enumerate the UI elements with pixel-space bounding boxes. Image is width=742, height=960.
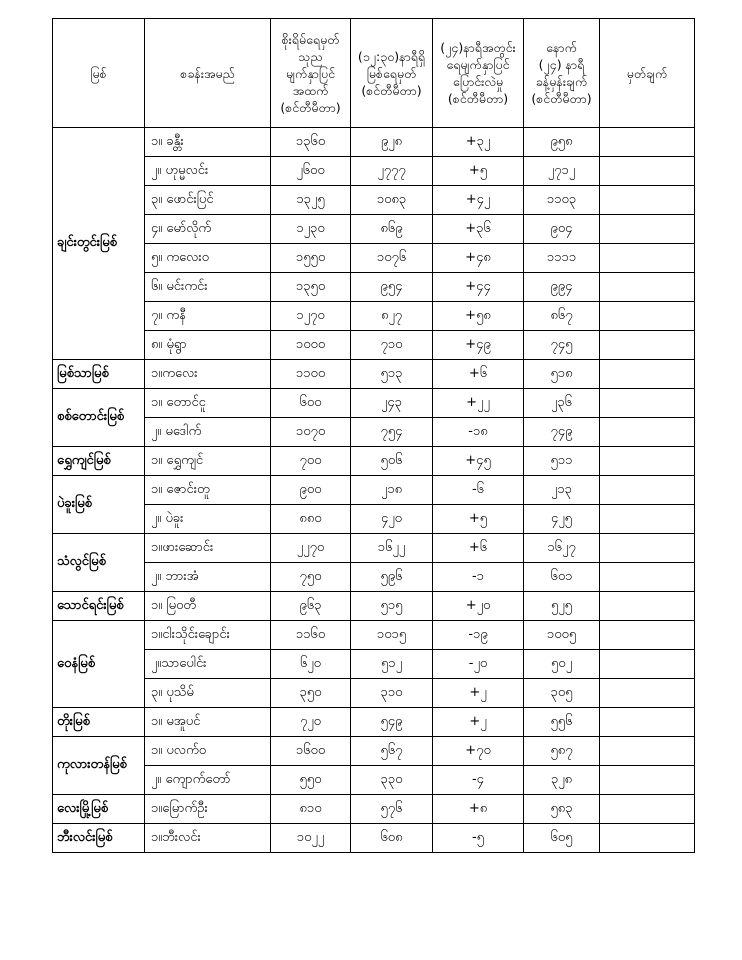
table-row bbox=[53, 621, 695, 650]
change-cell: +၂ bbox=[433, 679, 524, 708]
current-level-cell: ၅၇၆ bbox=[351, 795, 433, 824]
current-level-cell: ၅၆၇ bbox=[351, 737, 433, 766]
station-cell: ၂။ ပဲခူး bbox=[145, 505, 271, 534]
change-cell: +၄၈ bbox=[433, 244, 524, 273]
river-name-cell: သံလွင်မြစ် bbox=[53, 534, 145, 592]
change-cell: +၈ bbox=[433, 795, 524, 824]
forecast-cell: ၁၁၁၁ bbox=[524, 244, 600, 273]
table-row bbox=[53, 244, 695, 273]
change-cell: -၁၈ bbox=[433, 418, 524, 447]
station-cell: ၁။ ရွှေကျင် bbox=[145, 447, 271, 476]
danger-level-cell: ၁၀၇၀ bbox=[271, 418, 351, 447]
current-level-cell: ၈၆၉ bbox=[351, 215, 433, 244]
remark-cell bbox=[600, 157, 695, 186]
remark-cell bbox=[600, 563, 695, 592]
change-cell: +၅ bbox=[433, 505, 524, 534]
header-danger-level: စိုးရိမ်ရေမှတ် သုညမျက်နှာပြင် အထက် (စင်တီမီတာ) bbox=[271, 19, 351, 128]
current-level-cell: ၇၁၀ bbox=[351, 331, 433, 360]
table-row bbox=[53, 563, 695, 592]
remark-cell bbox=[600, 592, 695, 621]
remark-cell bbox=[600, 650, 695, 679]
danger-level-cell: ၁၃၆၀ bbox=[271, 128, 351, 157]
river-name-cell: စစ်တောင်းမြစ် bbox=[53, 389, 145, 447]
station-cell: ၃။ ပုသိမ် bbox=[145, 679, 271, 708]
forecast-cell: ၄၂၅ bbox=[524, 505, 600, 534]
table-row bbox=[53, 679, 695, 708]
danger-level-cell: ၁၃၂၅ bbox=[271, 186, 351, 215]
station-cell: ၁။ဘီးလင်း bbox=[145, 824, 271, 853]
change-cell: +၅၈ bbox=[433, 302, 524, 331]
table-row bbox=[53, 186, 695, 215]
table-row bbox=[53, 447, 695, 476]
change-cell: -၂၀ bbox=[433, 650, 524, 679]
station-cell: ၁။ ခန္တီး bbox=[145, 128, 271, 157]
forecast-cell: ၅၂၅ bbox=[524, 592, 600, 621]
remark-cell bbox=[600, 766, 695, 795]
forecast-cell: ၆၀၁ bbox=[524, 563, 600, 592]
remark-cell bbox=[600, 476, 695, 505]
station-cell: ၂။သာပေါင်း bbox=[145, 650, 271, 679]
station-cell: ၁။ ဇောင်းတူ bbox=[145, 476, 271, 505]
danger-level-cell: ၁၂၃၀ bbox=[271, 215, 351, 244]
river-name-cell: ဘီးလင်းမြစ် bbox=[53, 824, 145, 853]
river-name-cell: မြစ်သာမြစ် bbox=[53, 360, 145, 389]
table-row bbox=[53, 824, 695, 853]
station-cell: ၁။ မြဝတီ bbox=[145, 592, 271, 621]
remark-cell bbox=[600, 824, 695, 853]
forecast-cell: ၆၀၅ bbox=[524, 824, 600, 853]
danger-level-cell: ၈၁၀ bbox=[271, 795, 351, 824]
river-name-cell: တိုးမြစ် bbox=[53, 708, 145, 737]
forecast-cell: ၉၀၄ bbox=[524, 215, 600, 244]
table-row bbox=[53, 795, 695, 824]
river-name-cell: သောင်ရင်းမြစ် bbox=[53, 592, 145, 621]
river-water-level-table bbox=[52, 18, 695, 853]
station-cell: ၂။ မဒေါက် bbox=[145, 418, 271, 447]
current-level-cell: ၂၇၇၇ bbox=[351, 157, 433, 186]
header-current-level: (၁၂:၃၀)နာရီရှိ မြစ်ရေမှတ် (စင်တီမီတာ) bbox=[351, 19, 433, 128]
danger-level-cell: ၇၂၀ bbox=[271, 708, 351, 737]
table-header bbox=[53, 19, 695, 128]
forecast-cell: ၅၀၂ bbox=[524, 650, 600, 679]
river-name-cell: ချင်းတွင်းမြစ် bbox=[53, 128, 145, 360]
forecast-cell: ၂၁၃ bbox=[524, 476, 600, 505]
danger-level-cell: ၇၅၀ bbox=[271, 563, 351, 592]
header-river: မြစ် bbox=[53, 19, 145, 128]
current-level-cell: ၁၀၇၆ bbox=[351, 244, 433, 273]
danger-level-cell: ၈၈၀ bbox=[271, 505, 351, 534]
remark-cell bbox=[600, 273, 695, 302]
table-row bbox=[53, 708, 695, 737]
remark-cell bbox=[600, 708, 695, 737]
station-cell: ၁။ကလေး bbox=[145, 360, 271, 389]
table-row bbox=[53, 273, 695, 302]
change-cell: -၅ bbox=[433, 824, 524, 853]
river-name-cell: ဝေနံမြစ် bbox=[53, 621, 145, 708]
change-cell: +၆ bbox=[433, 360, 524, 389]
remark-cell bbox=[600, 244, 695, 273]
station-cell: ၈။ မုံရွာ bbox=[145, 331, 271, 360]
change-cell: +၄၄ bbox=[433, 273, 524, 302]
table-row bbox=[53, 534, 695, 563]
table-row bbox=[53, 331, 695, 360]
danger-level-cell: ၃၅၀ bbox=[271, 679, 351, 708]
remark-cell bbox=[600, 418, 695, 447]
current-level-cell: ၁၀၈၃ bbox=[351, 186, 433, 215]
danger-level-cell: ၂၂၇၀ bbox=[271, 534, 351, 563]
forecast-cell: ၅၁၈ bbox=[524, 360, 600, 389]
remark-cell bbox=[600, 186, 695, 215]
current-level-cell: ၅၁၂ bbox=[351, 650, 433, 679]
remark-cell bbox=[600, 331, 695, 360]
change-cell: +၇၀ bbox=[433, 737, 524, 766]
change-cell: +၄၅ bbox=[433, 447, 524, 476]
current-level-cell: ၁၀၁၅ bbox=[351, 621, 433, 650]
remark-cell bbox=[600, 360, 695, 389]
current-level-cell: ၉၅၄ bbox=[351, 273, 433, 302]
table-row bbox=[53, 418, 695, 447]
change-cell: -၁ bbox=[433, 563, 524, 592]
danger-level-cell: ၁၃၅၀ bbox=[271, 273, 351, 302]
header-24h-change: (၂၄)နာရီအတွင်း ရေမျက်နှာပြင် ပြောင်းလဲမှု (စင်တီမီတာ) bbox=[433, 19, 524, 128]
remark-cell bbox=[600, 505, 695, 534]
change-cell: +၂ bbox=[433, 708, 524, 737]
forecast-cell: ၈၆၇ bbox=[524, 302, 600, 331]
forecast-cell: ၅၅၆ bbox=[524, 708, 600, 737]
table-row bbox=[53, 766, 695, 795]
danger-level-cell: ၉၆၃ bbox=[271, 592, 351, 621]
forecast-cell: ၂၃၆ bbox=[524, 389, 600, 418]
station-cell: ၁။ဖားဆောင်း bbox=[145, 534, 271, 563]
danger-level-cell: ၁၆၀၀ bbox=[271, 737, 351, 766]
station-cell: ၂။ ဟုမ္မလင်း bbox=[145, 157, 271, 186]
change-cell: +၆ bbox=[433, 534, 524, 563]
current-level-cell: ၃၃၀ bbox=[351, 766, 433, 795]
forecast-cell: ၅၈၇ bbox=[524, 737, 600, 766]
forecast-cell: ၅၈၃ bbox=[524, 795, 600, 824]
river-name-cell: ရွှေကျင်မြစ် bbox=[53, 447, 145, 476]
danger-level-cell: ၂၆၀၀ bbox=[271, 157, 351, 186]
current-level-cell: ၅၁၅ bbox=[351, 592, 433, 621]
current-level-cell: ၂၄၃ bbox=[351, 389, 433, 418]
river-name-cell: ပဲခူးမြစ် bbox=[53, 476, 145, 534]
forecast-cell: ၅၁၁ bbox=[524, 447, 600, 476]
header-remark: မှတ်ချက် bbox=[600, 19, 695, 128]
station-cell: ၅။ ကလေးဝ bbox=[145, 244, 271, 273]
remark-cell bbox=[600, 389, 695, 418]
remark-cell bbox=[600, 795, 695, 824]
table-row bbox=[53, 128, 695, 157]
table-row bbox=[53, 157, 695, 186]
forecast-cell: ၉၉၄ bbox=[524, 273, 600, 302]
change-cell: +၃၆ bbox=[433, 215, 524, 244]
remark-cell bbox=[600, 737, 695, 766]
remark-cell bbox=[600, 302, 695, 331]
table-row bbox=[53, 215, 695, 244]
remark-cell bbox=[600, 534, 695, 563]
change-cell: -၁၉ bbox=[433, 621, 524, 650]
table-row bbox=[53, 592, 695, 621]
change-cell: +၂၂ bbox=[433, 389, 524, 418]
table-row bbox=[53, 650, 695, 679]
current-level-cell: ၆၀၈ bbox=[351, 824, 433, 853]
forecast-cell: ၉၅၈ bbox=[524, 128, 600, 157]
danger-level-cell: ၅၅၀ bbox=[271, 766, 351, 795]
danger-level-cell: ၁၁၀၀ bbox=[271, 360, 351, 389]
table-row bbox=[53, 505, 695, 534]
danger-level-cell: ၇၀၀ bbox=[271, 447, 351, 476]
remark-cell bbox=[600, 128, 695, 157]
current-level-cell: ၅၄၉ bbox=[351, 708, 433, 737]
table-row bbox=[53, 737, 695, 766]
station-cell: ၄။ မော်လိုက် bbox=[145, 215, 271, 244]
current-level-cell: ၈၂၇ bbox=[351, 302, 433, 331]
change-cell: +၄၉ bbox=[433, 331, 524, 360]
danger-level-cell: ၁၀၀၀ bbox=[271, 331, 351, 360]
river-name-cell: လေးမြို့မြစ် bbox=[53, 795, 145, 824]
forecast-cell: ၃၀၅ bbox=[524, 679, 600, 708]
station-cell: ၃။ ဖောင်းပြင် bbox=[145, 186, 271, 215]
table-row bbox=[53, 389, 695, 418]
forecast-cell: ၁၀၀၅ bbox=[524, 621, 600, 650]
table-row bbox=[53, 302, 695, 331]
current-level-cell: ၅၀၆ bbox=[351, 447, 433, 476]
danger-level-cell: ၁၁၆၀ bbox=[271, 621, 351, 650]
station-cell: ၁။မြောက်ဦး bbox=[145, 795, 271, 824]
station-cell: ၁။ တောင်ငူ bbox=[145, 389, 271, 418]
station-cell: ၂။ ကျောက်တော် bbox=[145, 766, 271, 795]
current-level-cell: ၇၅၄ bbox=[351, 418, 433, 447]
remark-cell bbox=[600, 447, 695, 476]
current-level-cell: ၅၁၃ bbox=[351, 360, 433, 389]
table-row bbox=[53, 360, 695, 389]
forecast-cell: ၇၄၉ bbox=[524, 418, 600, 447]
forecast-cell: ၂၇၁၂ bbox=[524, 157, 600, 186]
header-forecast: နောက် (၂၄) နာရီ ခန့်မှန်းချက် (စင်တီမီတာ) bbox=[524, 19, 600, 128]
river-name-cell: ကုလားတန်မြစ် bbox=[53, 737, 145, 795]
danger-level-cell: ၉၀၀ bbox=[271, 476, 351, 505]
danger-level-cell: ၁၂၇၀ bbox=[271, 302, 351, 331]
change-cell: -၄ bbox=[433, 766, 524, 795]
change-cell: +၂၀ bbox=[433, 592, 524, 621]
change-cell: +၅ bbox=[433, 157, 524, 186]
remark-cell bbox=[600, 679, 695, 708]
current-level-cell: ၅၉၆ bbox=[351, 563, 433, 592]
remark-cell bbox=[600, 215, 695, 244]
station-cell: ၇။ ကနီ bbox=[145, 302, 271, 331]
table-row bbox=[53, 476, 695, 505]
danger-level-cell: ၆၂၀ bbox=[271, 650, 351, 679]
danger-level-cell: ၁၅၅၀ bbox=[271, 244, 351, 273]
forecast-cell: ၁၆၂၇ bbox=[524, 534, 600, 563]
forecast-cell: ၃၂၈ bbox=[524, 766, 600, 795]
danger-level-cell: ၆၀၀ bbox=[271, 389, 351, 418]
station-cell: ၁။ မအူပင် bbox=[145, 708, 271, 737]
current-level-cell: ၂၁၈ bbox=[351, 476, 433, 505]
danger-level-cell: ၁၀၂၂ bbox=[271, 824, 351, 853]
station-cell: ၆။ မင်းကင်း bbox=[145, 273, 271, 302]
change-cell: +၃၂ bbox=[433, 128, 524, 157]
forecast-cell: ၁၁၀၃ bbox=[524, 186, 600, 215]
forecast-cell: ၇၄၅ bbox=[524, 331, 600, 360]
current-level-cell: ၁၆၂၂ bbox=[351, 534, 433, 563]
remark-cell bbox=[600, 621, 695, 650]
station-cell: ၁။ ပလက်ဝ bbox=[145, 737, 271, 766]
current-level-cell: ၃၁၀ bbox=[351, 679, 433, 708]
header-station: စခန်းအမည် bbox=[145, 19, 271, 128]
change-cell: -၆ bbox=[433, 476, 524, 505]
station-cell: ၁။ငါးသိုင်းချောင်း bbox=[145, 621, 271, 650]
current-level-cell: ၉၂၈ bbox=[351, 128, 433, 157]
table-body bbox=[53, 128, 695, 853]
current-level-cell: ၄၂၀ bbox=[351, 505, 433, 534]
change-cell: +၄၂ bbox=[433, 186, 524, 215]
station-cell: ၂။ ဘားအံ bbox=[145, 563, 271, 592]
